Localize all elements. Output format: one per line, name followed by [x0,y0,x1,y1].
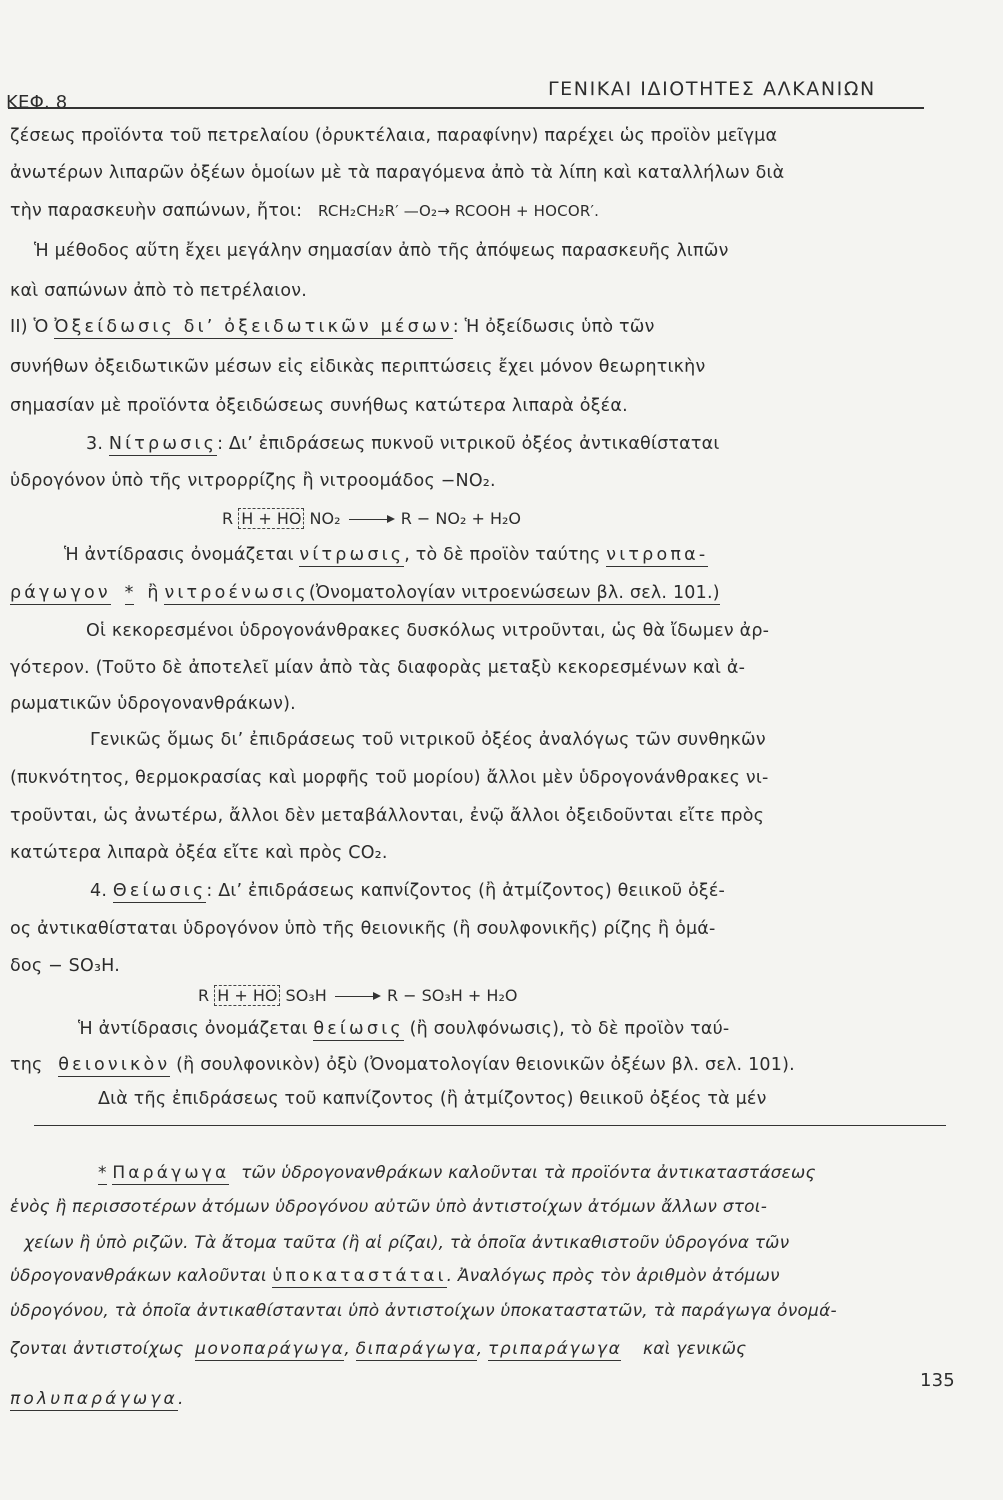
text: της [10,1055,43,1075]
term-sulfonation: θείωσις [313,1019,404,1039]
running-title: ΓΕΝΙΚΑΙ ΙΔΙΟΤΗΤΕΣ ΑΛΚΑΝΙΩΝ [548,78,876,100]
reaction-arrow-icon [335,996,379,997]
text: . Ἀναλόγως πρὸς τὸν ἀριθμὸν ἀτόμων [446,1266,780,1286]
eq-group: NO₂ [309,509,341,528]
section-3-heading [86,433,719,455]
footnote-line-3: χείων ἢ ὑπὸ ριζῶν. Τὰ ἄτομα ταῦτα (ἢ αἱ ρίζαι), τὰ ὁποῖα ἀντικαθιστοῦν ὑδρογόνα τῶν [24,1233,790,1253]
section-term: Θείωσις [112,881,207,901]
term-derivatives: Παράγωγα [112,1163,230,1183]
text: . [177,1389,184,1409]
footnote-line-2: ἑνὸς ἢ περισσοτέρων ἀτόμων ὑδρογόνου αὐτῶν ὑπὸ ἀντιστοίχων ἀτόμων ἄλλων στοι- [10,1197,768,1217]
term-nitration: νίτρωσις [299,545,405,565]
body-line-4: Ἡ μέθοδος αὕτη ἔχει μεγάλην σημασίαν ἀπὸ τῆς ἀπόψεως παρασκευῆς λιπῶν [34,241,729,261]
term-monoderivatives: μονοπαράγωγα [195,1339,345,1359]
section-ii-heading [10,316,655,338]
term-derivative: ράγωγον [10,583,111,603]
text: , τὸ δὲ προϊὸν ταύτης [404,545,601,565]
footnote-line-6: ζονται ἀντιστοίχως μονοπαράγωγα, διπαράγωγα, τριπαράγωγα καὶ γενικῶς [10,1339,747,1359]
body-line-7: συνήθων ὀξειδωτικῶν μέσων εἰς εἰδικὰς περιπτώσεις ἔχει μόνον θεωρητικὴν [10,357,706,377]
text: καὶ γενικῶς [643,1339,747,1359]
footnote-line-7 [10,1388,184,1410]
section-text: : Δι’ ἐπιδράσεως πυκνοῦ νιτρικοῦ ὀξέος ἀντικαθίσταται [217,434,720,454]
section-number: 3. [86,434,104,454]
body-line-11 [64,544,708,566]
text: Ἡ ἀντίδρασις ὀνομάζεται [64,545,294,565]
text: (ἢ σουλφόνωσις), τὸ δὲ προϊὸν ταύ- [409,1019,730,1039]
body-line-12 [10,582,720,604]
section-number: II) Ὁ [10,317,49,337]
body-line-14: γότερον. (Τοῦτο δὲ ἀποτελεῖ μίαν ἀπὸ τὰς διαφορὰς μεταξὺ κεκορεσμένων καὶ ἀ- [10,658,746,678]
body-line-24 [10,1054,795,1076]
reaction-arrow-icon [349,519,393,520]
section-text: : Δι’ ἐπιδράσεως καπνίζοντος (ἢ ἀτμίζοντος) θειικοῦ ὀξέ- [206,881,725,901]
term-polyderivatives: πολυπαράγωγα [10,1389,178,1409]
eq-eliminated-water: H + HO [214,985,280,1006]
term-substituents: ὑποκαταστάται [272,1266,447,1286]
body-line-3-text: τὴν παρασκευὴν σαπώνων, ἤτοι: [10,201,303,221]
body-line-2: ἀνωτέρων λιπαρῶν ὀξέων ὁμοίων μὲ τὰ παραγόμενα ἀπὸ τὰ λίπη καὶ καταλλήλων διὰ [10,163,785,183]
section-term: Νίτρωσις [108,434,218,454]
eq-radical: R [222,509,234,528]
eq-eliminated-water: H + HO [238,508,304,529]
eq-radical: R [198,986,210,1005]
section-number: 4. [90,881,108,901]
section-text: : Ἡ ὀξείδωσις ὑπὸ τῶν [452,317,655,337]
section-term: Ὀξείδωσις δι’ ὀξειδωτικῶν μέσων [54,317,453,337]
oxidation-equation: RCH₂CH₂R′ —O₂→ RCOOH + HOCOR′. [317,202,600,220]
body-line-8: σημασίαν μὲ προϊόντα ὀξειδώσεως συνήθως κατώτερα λιπαρὰ ὀξέα. [10,396,628,416]
term-nitro-compound: νιτροένωσις [164,583,309,603]
section-4-heading [90,880,725,902]
nitration-equation [222,508,521,530]
term-nitro-derivative: νιτροπα- [606,545,709,565]
body-line-16: Γενικῶς ὅμως δι’ ἐπιδράσεως τοῦ νιτρικοῦ ὀξέος ἀναλόγως τῶν συνθηκῶν [90,730,766,750]
body-line-15: ρωματικῶν ὑδρογονανθράκων). [10,694,296,714]
text: (ἢ σουλφονικὸν) ὀξὺ (Ὀνοματολογίαν θειονικῶν ὀξέων βλ. σελ. 101). [176,1055,795,1075]
footnote-marker: * [124,583,134,603]
text: ὑδρογονανθράκων καλοῦνται [10,1266,267,1286]
body-line-21: ος ἀντικαθίσταται ὑδρογόνον ὑπὸ τῆς θειονικῆς (ἢ σουλφονικῆς) ρίζης ἢ ὁμά- [10,919,716,939]
footnote-separator [34,1125,946,1126]
body-line-19: κατώτερα λιπαρὰ ὀξέα εἴτε καὶ πρὸς CO₂. [10,843,388,863]
body-line-25: Διὰ τῆς ἐπιδράσεως τοῦ καπνίζοντος (ἢ ἀτμίζοντος) θειικοῦ ὀξέος τὰ μέν [98,1089,767,1109]
eq-products: R − NO₂ + H₂O [400,509,522,528]
footnote-line-5: ὑδρογόνου, τὰ ὁποῖα ἀντικαθίστανται ὑπὸ ἀντιστοίχων ὑποκαταστατῶν, τὰ παράγωγα ὀνομά- [10,1301,837,1321]
body-line-5: καὶ σαπώνων ἀπὸ τὸ πετρέλαιον. [10,281,308,301]
body-line-10: ὑδρογόνον ὑπὸ τῆς νιτρορρίζης ἢ νιτροομάδος −NO₂. [10,471,496,491]
text: ζονται ἀντιστοίχως [10,1339,184,1359]
body-line-18: τροῦνται, ὡς ἀνωτέρω, ἄλλοι δὲν μεταβάλλονται, ἐνῷ ἄλλοι ὀξειδοῦνται εἴτε πρὸς [10,806,765,826]
term-diderivatives: διπαράγωγα [355,1339,477,1359]
eq-group: SO₃H [285,986,327,1005]
body-line-17: (πυκνότητος, θερμοκρασίας καὶ μορφῆς τοῦ μορίου) ἄλλοι μὲν ὑδρογονάνθρακες νι- [10,768,769,788]
body-line-3 [10,200,599,222]
sulfonation-equation [198,985,517,1007]
footnote-line-4 [10,1265,780,1287]
nomenclature-reference: (Ὀνοματολογίαν νιτροενώσεων βλ. σελ. 101.) [308,583,720,603]
body-line-22: δος − SO₃H. [10,956,120,976]
page-number: 135 [920,1370,955,1391]
chapter-label: ΚΕΦ. 8 [6,92,68,113]
term-triderivatives: τριπαράγωγα [488,1339,622,1359]
text: τῶν ὑδρογονανθράκων καλοῦνται τὰ προϊόντα ἀντικαταστάσεως [241,1163,816,1183]
text: ἢ [147,583,159,603]
footnote-line-1 [98,1162,816,1184]
eq-products: R − SO₃H + H₂O [386,986,518,1005]
body-line-23 [78,1018,729,1040]
term-sulfonic: θειονικὸν [58,1055,171,1075]
header-rule [8,107,924,109]
text: Ἡ ἀντίδρασις ὀνομάζεται [78,1019,308,1039]
body-line-1: ζέσεως προϊόντα τοῦ πετρελαίου (ὀρυκτέλαια, παραφίνην) παρέχει ὡς προϊὸν μεῖγμα [10,126,778,146]
footnote-marker: * [98,1163,107,1183]
body-line-13: Οἱ κεκορεσμένοι ὑδρογονάνθρακες δυσκόλως νιτροῦνται, ὡς θὰ ἴδωμεν ἀρ- [86,621,770,641]
